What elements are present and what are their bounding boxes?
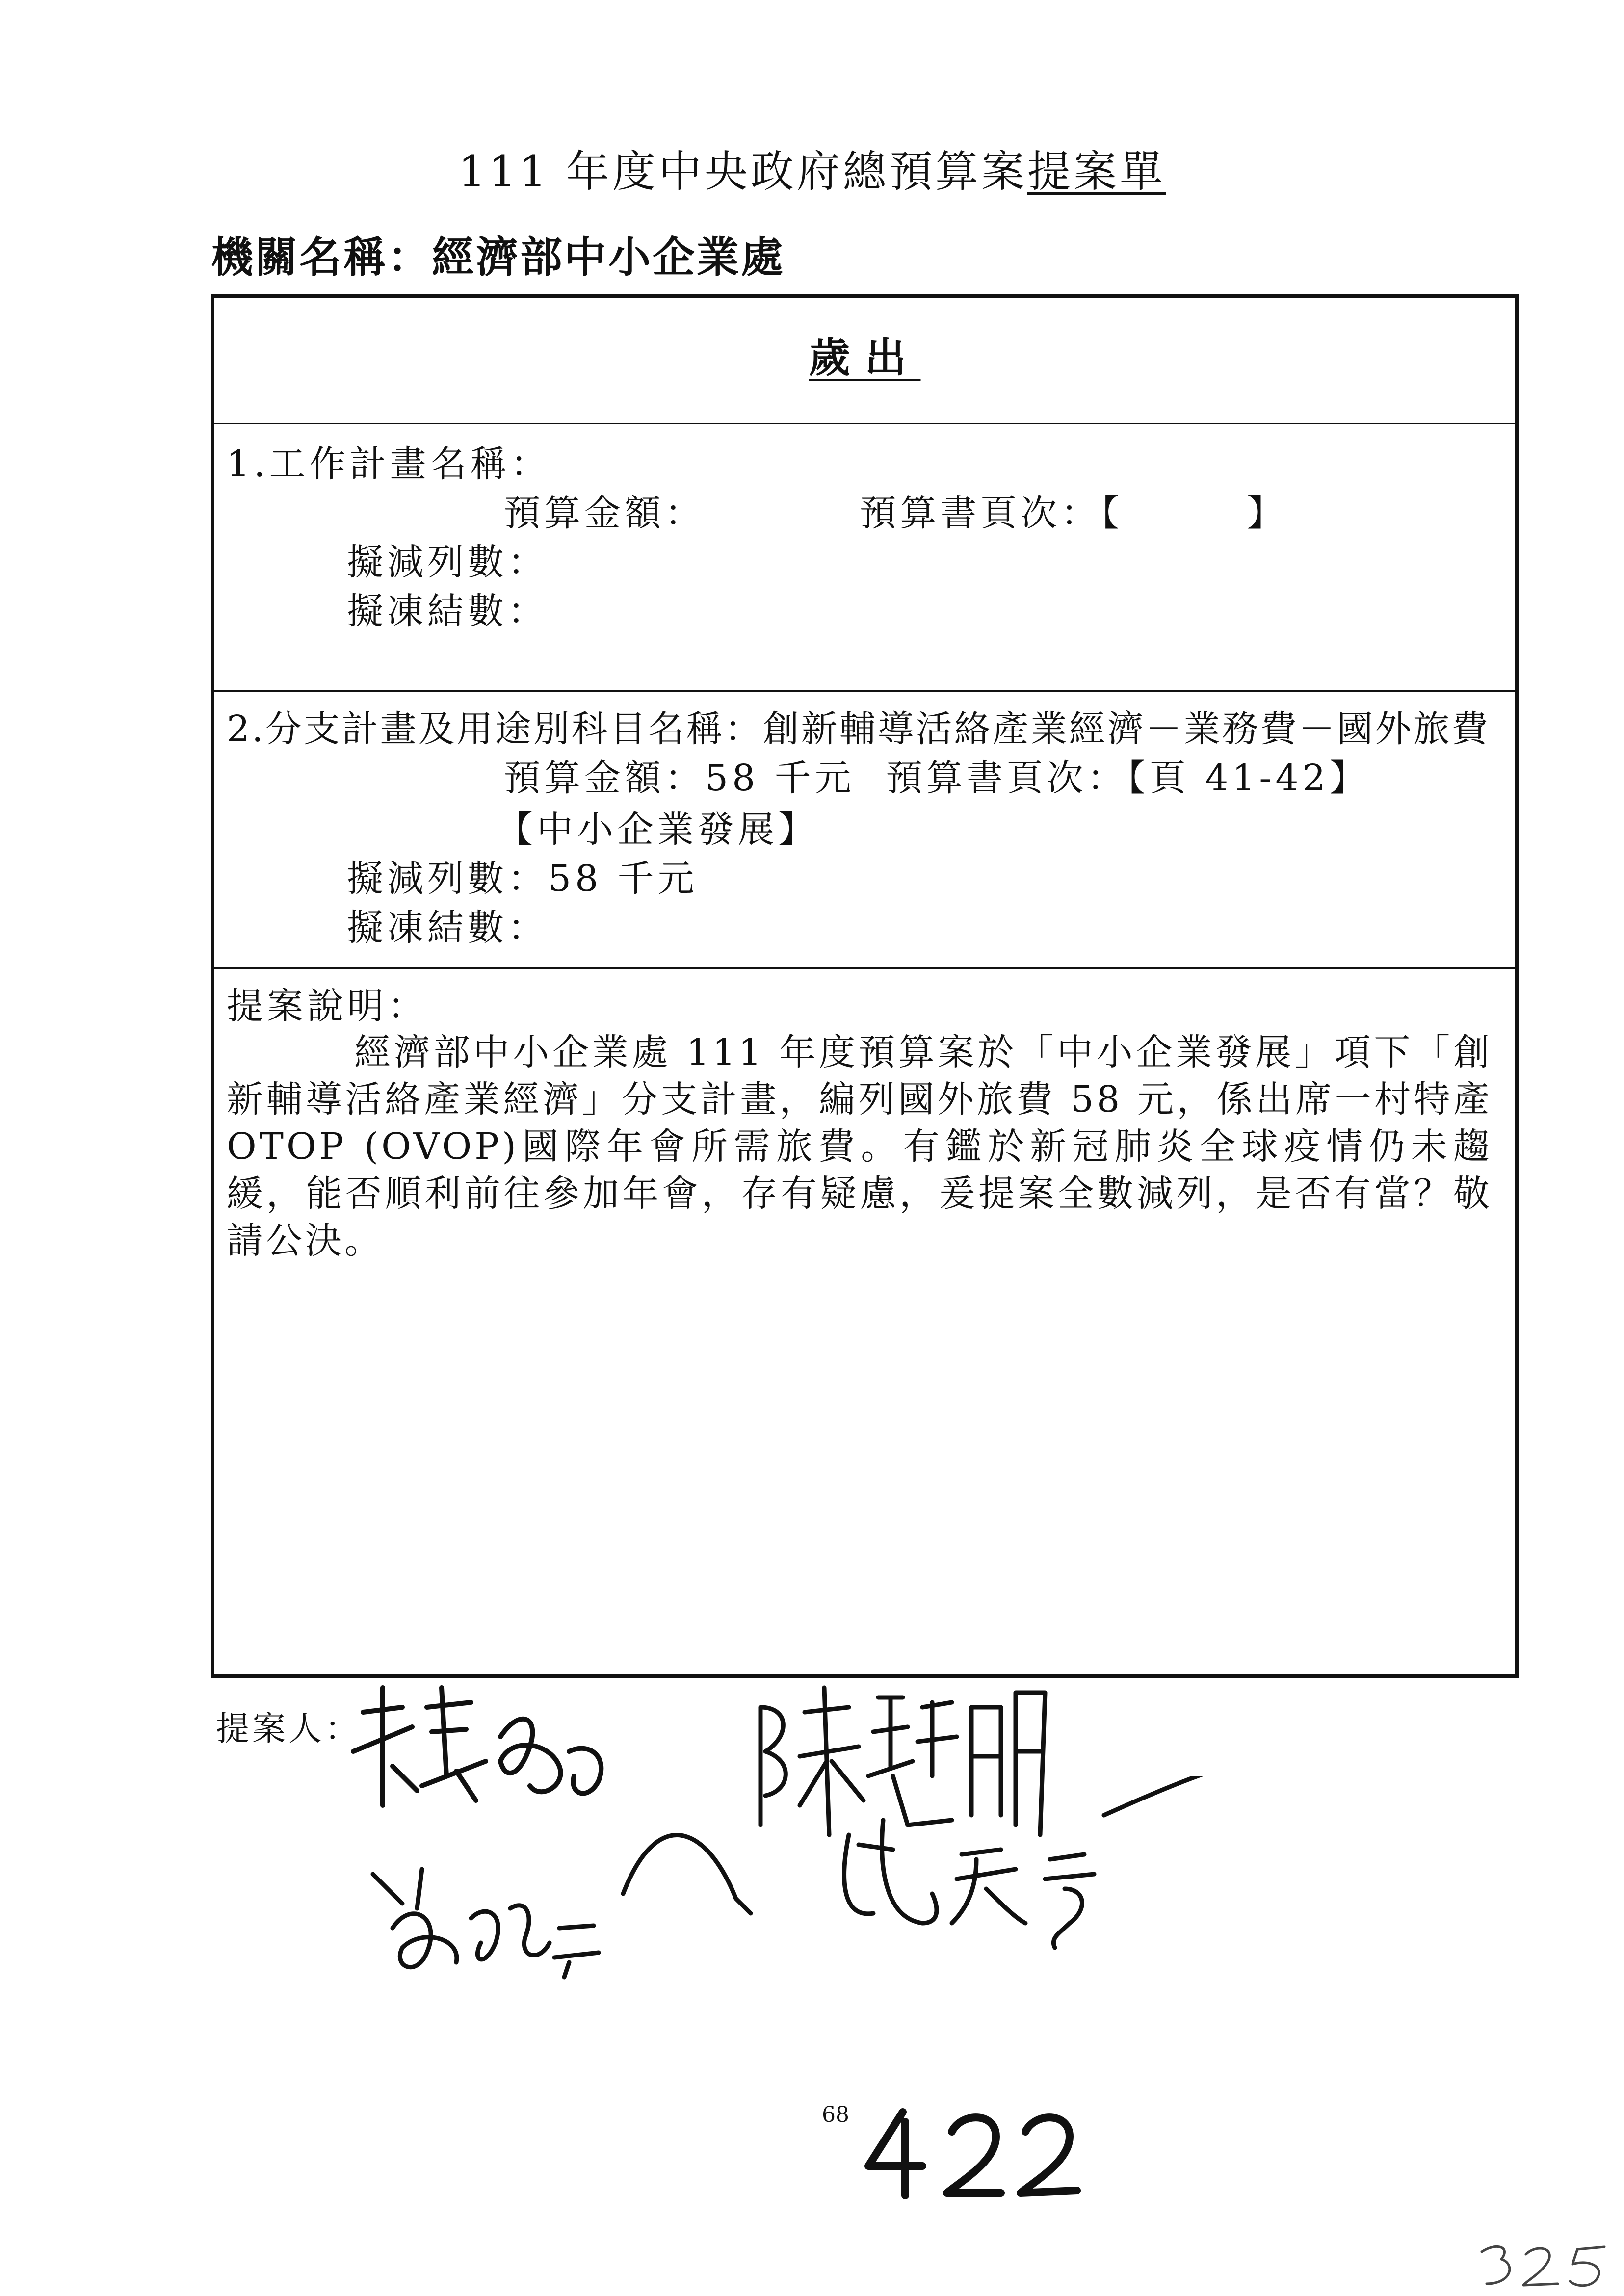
- explanation-text: 經濟部中小企業處 111 年度預算案於「中小企業發展」項下「創新輔導活絡產業經濟」分支計畫，編列國外旅費 58 元，係出席一村特產 OTOP (OVOP)國際年會所需旅費。有鑑於新冠肺炎全球疫情仍未趨緩，能否順利前往參加年會，存有疑慮，爰提案全數減列，是否有當？敬請公決。: [227, 1031, 1493, 1262]
- title-main: 111 年度中央政府總預算案: [458, 146, 1027, 197]
- divider: [214, 967, 1515, 969]
- page-number: 68: [822, 2102, 849, 2127]
- item1-budget-line: 預算金額： 預算書頁次：【 】: [504, 492, 1287, 534]
- section-header: 歲出: [809, 333, 921, 382]
- item2-reduction: 擬減列數：58 千元: [347, 858, 698, 900]
- item1-reduction: 擬減列數：: [347, 541, 548, 583]
- corner-number-325: [1472, 2237, 1614, 2291]
- item2-budget-line: 預算金額：58 千元 預算書頁次：【頁 41-42】: [504, 757, 1370, 799]
- divider: [214, 690, 1515, 692]
- agency-name: 機關名稱：經濟部中小企業處: [211, 233, 785, 282]
- stamp-number-422: [854, 2102, 1109, 2200]
- proposal-table: [211, 294, 1519, 1678]
- signature-3: [363, 1815, 795, 2021]
- proposer-label: 提案人：: [216, 1710, 362, 1748]
- signature-1: [343, 1678, 618, 1835]
- divider: [214, 423, 1515, 424]
- document-title: [0, 137, 1624, 199]
- title-underlined: 提案單: [1027, 146, 1166, 197]
- signature-4: [829, 1776, 1271, 1953]
- item2-sub-program: 【中小企業發展】: [497, 809, 818, 851]
- item2-freeze: 擬凍結數：: [347, 907, 548, 949]
- item1-freeze: 擬凍結數：: [347, 590, 548, 632]
- item1-plan-label: 1.工作計畫名稱：: [227, 443, 551, 485]
- item2-plan-label: 2.分支計畫及用途別科目名稱：創新輔導活絡產業經濟－業務費－國外旅費: [227, 708, 1490, 750]
- explanation-label: 提案說明：: [227, 985, 428, 1027]
